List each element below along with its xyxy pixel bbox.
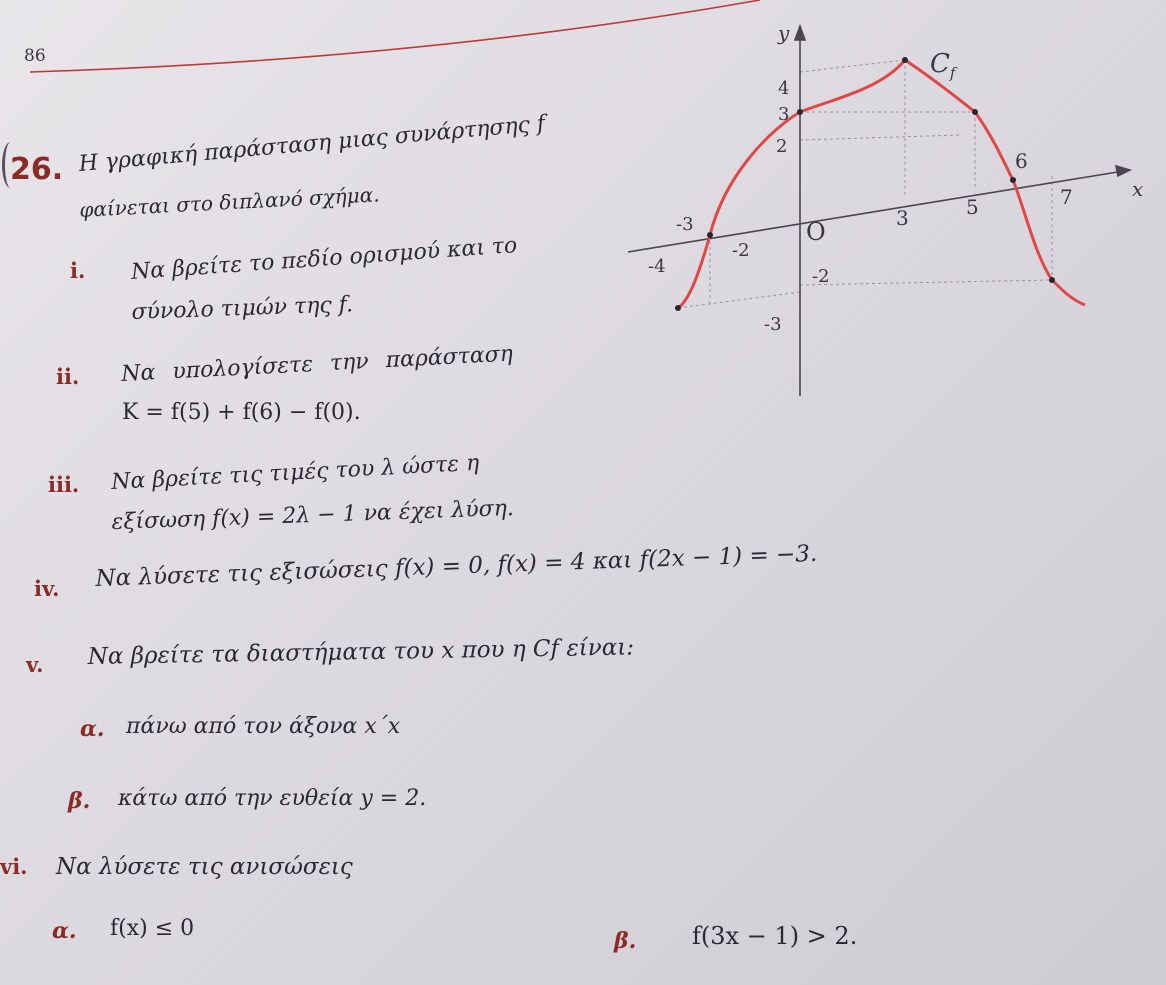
x-axis-label: x [1132,177,1144,201]
curve-label [930,49,958,82]
part-iii-marker: iii. [48,472,80,497]
page-number: 86 [24,46,46,66]
part-v-alpha-marker: α. [80,716,105,742]
part-vi-alpha-text: f(x) ≤ 0 [110,916,195,941]
problem-intro-line2: φαίνεται στο διπλανό σχήμα. [78,182,381,222]
graph-guide-lines [678,60,1052,308]
x-tick-label-3: 3 [896,206,909,230]
part-i-line1: Να βρείτε το πεδίο ορισμού και το [130,233,519,285]
part-iv-line1: Να λύσετε τις εξισώσεις f(x) = 0, f(x) = 4 και f(2x − 1) = −3. [95,540,818,592]
y-axis-label: y [778,21,790,45]
part-vi-line1: Να λύσετε τις ανισώσεις [56,854,353,880]
y-tick-label-3: 3 [778,104,790,125]
problem-number: 26. [10,152,64,187]
y-tick-label--2: -2 [812,266,830,287]
x-tick-label--3: -3 [676,214,694,235]
x-tick-label--4: -4 [648,256,666,277]
part-i-marker: i. [70,258,86,283]
curve-label-letter: C [930,49,950,79]
problem-intro-line1: Η γραφική παράσταση μιας συνάρτησης f [77,111,546,177]
part-iv-marker: iv. [34,576,60,601]
part-ii-line1: Να υπολογίσετε την παράσταση [120,341,514,387]
graph-axes [628,26,1130,396]
part-v-marker: v. [26,652,44,677]
y-tick-label-4: 4 [778,78,790,99]
graph-points [675,57,1055,311]
part-i-line2: σύνολο τιμών της f. [131,292,354,325]
graph-curve [678,60,1085,308]
part-v-beta-text: κάτω από την ευθεία y = 2. [118,786,427,811]
x-tick-label-5: 5 [966,195,979,219]
y-tick-label-2: 2 [776,136,788,157]
origin-label: O [806,218,826,246]
part-ii-marker: ii. [56,364,80,389]
part-iii-line2: εξίσωση f(x) = 2λ − 1 να έχει λύση. [111,495,515,535]
part-v-alpha-text: πάνω από τον άξονα x΄x [126,714,401,739]
part-iii-line1: Να βρείτε τις τιμές του λ ώστε η [110,450,480,495]
part-ii-expression: K = f(5) + f(6) − f(0). [122,400,361,425]
part-vi-beta-text: f(3x − 1) > 2. [692,922,858,950]
part-v-beta-marker: β. [68,788,91,814]
part-v-line1: Να βρείτε τα διαστήματα του x που η Cf είναι: [87,634,635,670]
x-tick-label-7: 7 [1060,185,1073,209]
x-tick-label--2: -2 [732,240,750,261]
part-vi-alpha-marker: α. [52,918,77,944]
curve-label-subscript: f [949,64,956,82]
x-tick-label-6: 6 [1015,149,1028,173]
header-rule [20,0,780,80]
part-vi-marker: vi. [0,854,28,879]
part-vi-beta-marker: β. [614,928,637,954]
y-tick-label--3: -3 [764,314,782,335]
